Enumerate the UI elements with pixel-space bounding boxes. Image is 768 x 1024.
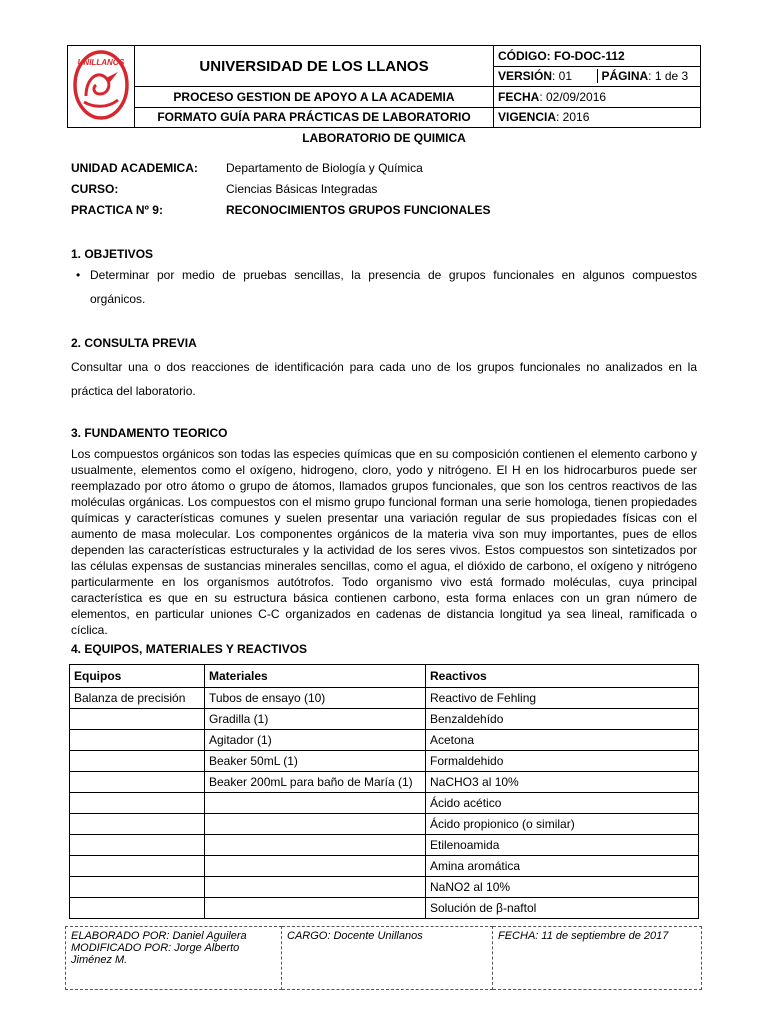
validity-value: : 2016 [556, 110, 590, 125]
table-cell: Beaker 200mL para baño de María (1) [205, 772, 426, 793]
version-label: VERSIÓN [498, 69, 553, 84]
table-header-row [70, 665, 699, 688]
page-value: : 1 de 3 [648, 69, 689, 84]
objetivos-bullet [76, 263, 697, 311]
table-cell [70, 793, 205, 814]
date-label: FECHA [498, 89, 540, 104]
info-value: Ciencias Básicas Integradas [226, 181, 378, 196]
footer-cargo: CARGO: Docente Unillanos [282, 927, 493, 990]
table-cell [70, 772, 205, 793]
info-row-practica [71, 199, 490, 220]
page-label: PÁGINA [601, 69, 649, 84]
table-cell: Reactivo de Fehling [426, 688, 699, 709]
table-cell: Tubos de ensayo (10) [205, 688, 426, 709]
logo-cell [68, 46, 135, 128]
bullet-dot: • [76, 268, 81, 282]
date-cell [494, 87, 701, 108]
table-row [70, 751, 699, 772]
university-name: UNIVERSIDAD DE LOS LLANOS [135, 46, 494, 87]
document-header-table [67, 45, 701, 128]
date-value: : 02/09/2016 [539, 89, 607, 104]
table-row [70, 793, 699, 814]
table-cell: Gradilla (1) [205, 709, 426, 730]
table-row [70, 772, 699, 793]
version-page-cell [494, 66, 701, 87]
table-cell [70, 730, 205, 751]
table-cell: Amina aromática [426, 856, 699, 877]
info-row-unidad [71, 157, 490, 178]
document-footer [65, 926, 702, 990]
footer-author-cell [66, 927, 282, 990]
section-consulta-title: 2. CONSULTA PREVIA [71, 336, 197, 350]
table-cell [205, 856, 426, 877]
lab-title: LABORATORIO DE QUIMICA [302, 131, 466, 145]
table-row [70, 877, 699, 898]
table-cell: Beaker 50mL (1) [205, 751, 426, 772]
table-cell: Formaldehido [426, 751, 699, 772]
column-header: Equipos [70, 665, 205, 688]
table-cell: Agitador (1) [205, 730, 426, 751]
info-value: Departamento de Biología y Química [226, 160, 423, 175]
table-cell: Ácido propionico (o similar) [426, 814, 699, 835]
table-row [70, 835, 699, 856]
table-cell: Solución de β-naftol [426, 898, 699, 919]
validity-label: VIGENCIA [498, 110, 557, 125]
footer-modificado: MODIFICADO POR: Jorge Alberto Jiménez M. [71, 942, 240, 966]
section-objetivos-title: 1. OBJETIVOS [71, 247, 154, 261]
fundamento-text: Los compuestos orgánicos son todas las especies químicas que en su composición contienen el elemento carbono y usualmente, elementos como el oxígeno, hidrogeno, cloro, yodo y nitrógeno. El H en los hidrocarburos puede ser reemplazado por otro átomo o grupo de átomos, llamados grupos funcionales, que son los centros reactivos de las moléculas orgánicas. Los compuestos con el mismo grupo funcional forman una serie homologa, tienen propiedades químicas y características comunes y suelen presentar una variación regular de sus propiedades físicas con el aumento de masa molecular. Los componentes orgánicos de la materia viva son muy importantes, pues de ellos dependen las características estructurales y la actividad de los seres vivos. Estos compuestos son sintetizados por las células expensas de sustancias minerales sencillas, como el agua, el dióxido de carbono, el oxígeno y nitrógeno particularmente en los organismos autótrofos. Todo organismo vivo está formado moléculas, cuya principal característica es que en su estructura básica contienen carbono, esta forma enlaces con un gran número de elementos, en particular uniones C-C organizados en cadenas de distancia longitud ya sea lineal, ramificada o cíclica. [71, 447, 697, 637]
format-name: FORMATO GUÍA PARA PRÁCTICAS DE LABORATORIO [135, 107, 494, 128]
table-cell: Ácido acético [426, 793, 699, 814]
table-cell [70, 898, 205, 919]
footer-elaborado: ELABORADO POR: Daniel Aguilera [71, 930, 247, 942]
column-header: Reactivos [426, 665, 699, 688]
table-cell: Acetona [426, 730, 699, 751]
table-cell [70, 835, 205, 856]
unillanos-logo [72, 48, 130, 122]
section-fundamento-title: 3. FUNDAMENTO TEORICO [71, 426, 228, 440]
course-info [71, 157, 490, 220]
table-row [70, 856, 699, 877]
table-cell [70, 751, 205, 772]
document-code: CÓDIGO: FO-DOC-112 [494, 46, 701, 67]
consulta-text: Consultar una o dos reacciones de identificación para cada uno de los grupos funcionales no analizados en la práctica del laboratorio. [71, 360, 697, 398]
info-key: UNIDAD ACADEMICA: [71, 160, 198, 175]
table-row [70, 898, 699, 919]
table-row [70, 709, 699, 730]
column-header: Materiales [205, 665, 426, 688]
validity-cell [494, 107, 701, 128]
table-cell: Etilenoamida [426, 835, 699, 856]
logo-wordmark: UNILLANOS [77, 58, 125, 67]
table-cell [70, 814, 205, 835]
section-equipos-title: 4. EQUIPOS, MATERIALES Y REACTIVOS [71, 642, 308, 656]
table-cell: Benzaldehído [426, 709, 699, 730]
table-cell [205, 793, 426, 814]
table-cell [205, 877, 426, 898]
table-cell [70, 877, 205, 898]
table-cell [205, 835, 426, 856]
table-row [70, 814, 699, 835]
table-cell [205, 814, 426, 835]
process-name: PROCESO GESTION DE APOYO A LA ACADEMIA [135, 87, 494, 108]
objetivos-text: Determinar por medio de pruebas sencillas, la presencia de grupos funcionales en algunos compuestos orgánicos. [90, 268, 697, 306]
info-value: RECONOCIMIENTOS GRUPOS FUNCIONALES [226, 202, 491, 217]
table-cell [205, 898, 426, 919]
table-cell: NaCHO3 al 10% [426, 772, 699, 793]
table-cell [70, 856, 205, 877]
info-row-curso [71, 178, 490, 199]
table-row [70, 688, 699, 709]
info-key: CURSO: [71, 181, 119, 196]
materials-table [69, 664, 699, 919]
table-cell [70, 709, 205, 730]
info-key: PRACTICA Nº 9: [71, 202, 163, 217]
table-cell: Balanza de precisión [70, 688, 205, 709]
footer-fecha: FECHA: 11 de septiembre de 2017 [493, 927, 702, 990]
table-cell: NaNO2 al 10% [426, 877, 699, 898]
version-value: : 01 [552, 69, 573, 84]
table-row [70, 730, 699, 751]
